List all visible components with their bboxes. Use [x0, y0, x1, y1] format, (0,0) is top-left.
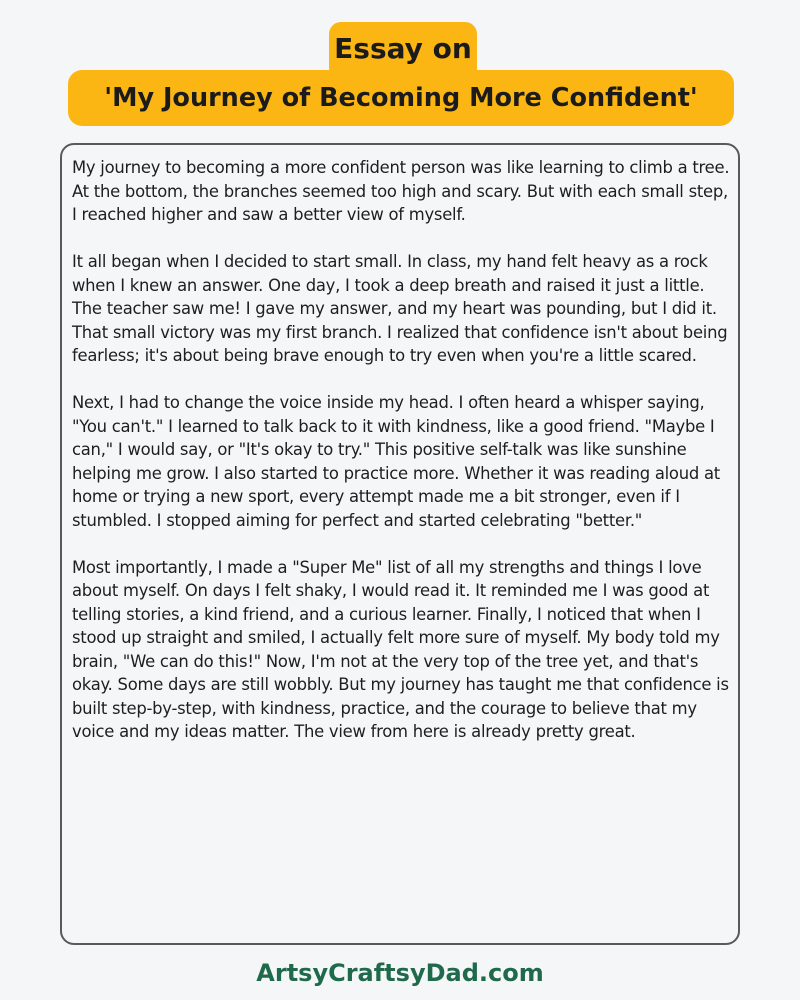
footer-site-name: ArtsyCraftsyDad.com: [256, 959, 544, 987]
essay-paragraph-1: My journey to becoming a more confident person was like learning to climb a tree. At the bottom, the branches seemed too high and scary. But with each small step, I reached higher and saw a better view of myself.: [72, 158, 730, 224]
essay-box: [60, 143, 740, 945]
essay-paragraph-4: Most importantly, I made a "Super Me" list of all my strengths and things I love about myself. On days I felt shaky, I would read it. It reminded me I was good at telling stories, a kind friend, and a curious learner. Finally, I noticed that when I stood up straight and smiled, I actually felt more sure of myself. My body told my brain, "We can do this!" Now, I'm not at the very top of the tree yet, and that's okay. Some days are still wobbly. But my journey has taught me that confidence is built step-by-step, with kindness, practice, and the courage to believe that my voice and my ideas matter. The view from here is already pretty great.: [72, 557, 729, 741]
essay-paragraph-3: Next, I had to change the voice inside my head. I often heard a whisper saying, "You can't." I learned to talk back to it with kindness, like a good friend. "Maybe I can," I would say, or "It's okay to try." This positive self-talk was like sunshine helping me grow. I also started to practice more. Whether it was reading aloud at home or trying a new sport, every attempt made me a bit stronger, even if I stumbled. I stopped aiming for perfect and started celebrating "better.": [72, 393, 720, 530]
title-line-2: 'My Journey of Becoming More Confident': [104, 83, 698, 113]
essay-paragraph-2: It all began when I decided to start small. In class, my hand felt heavy as a rock when I knew an answer. One day, I took a deep breath and raised it just a little. The teacher saw me! I gave my answer, and my heart was pounding, but I did it. That small victory was my first branch. I realized that confidence isn't about being fearless; it's about being brave enough to try even when you're a little scared.: [72, 252, 728, 365]
title-line-1: Essay on: [334, 32, 472, 65]
